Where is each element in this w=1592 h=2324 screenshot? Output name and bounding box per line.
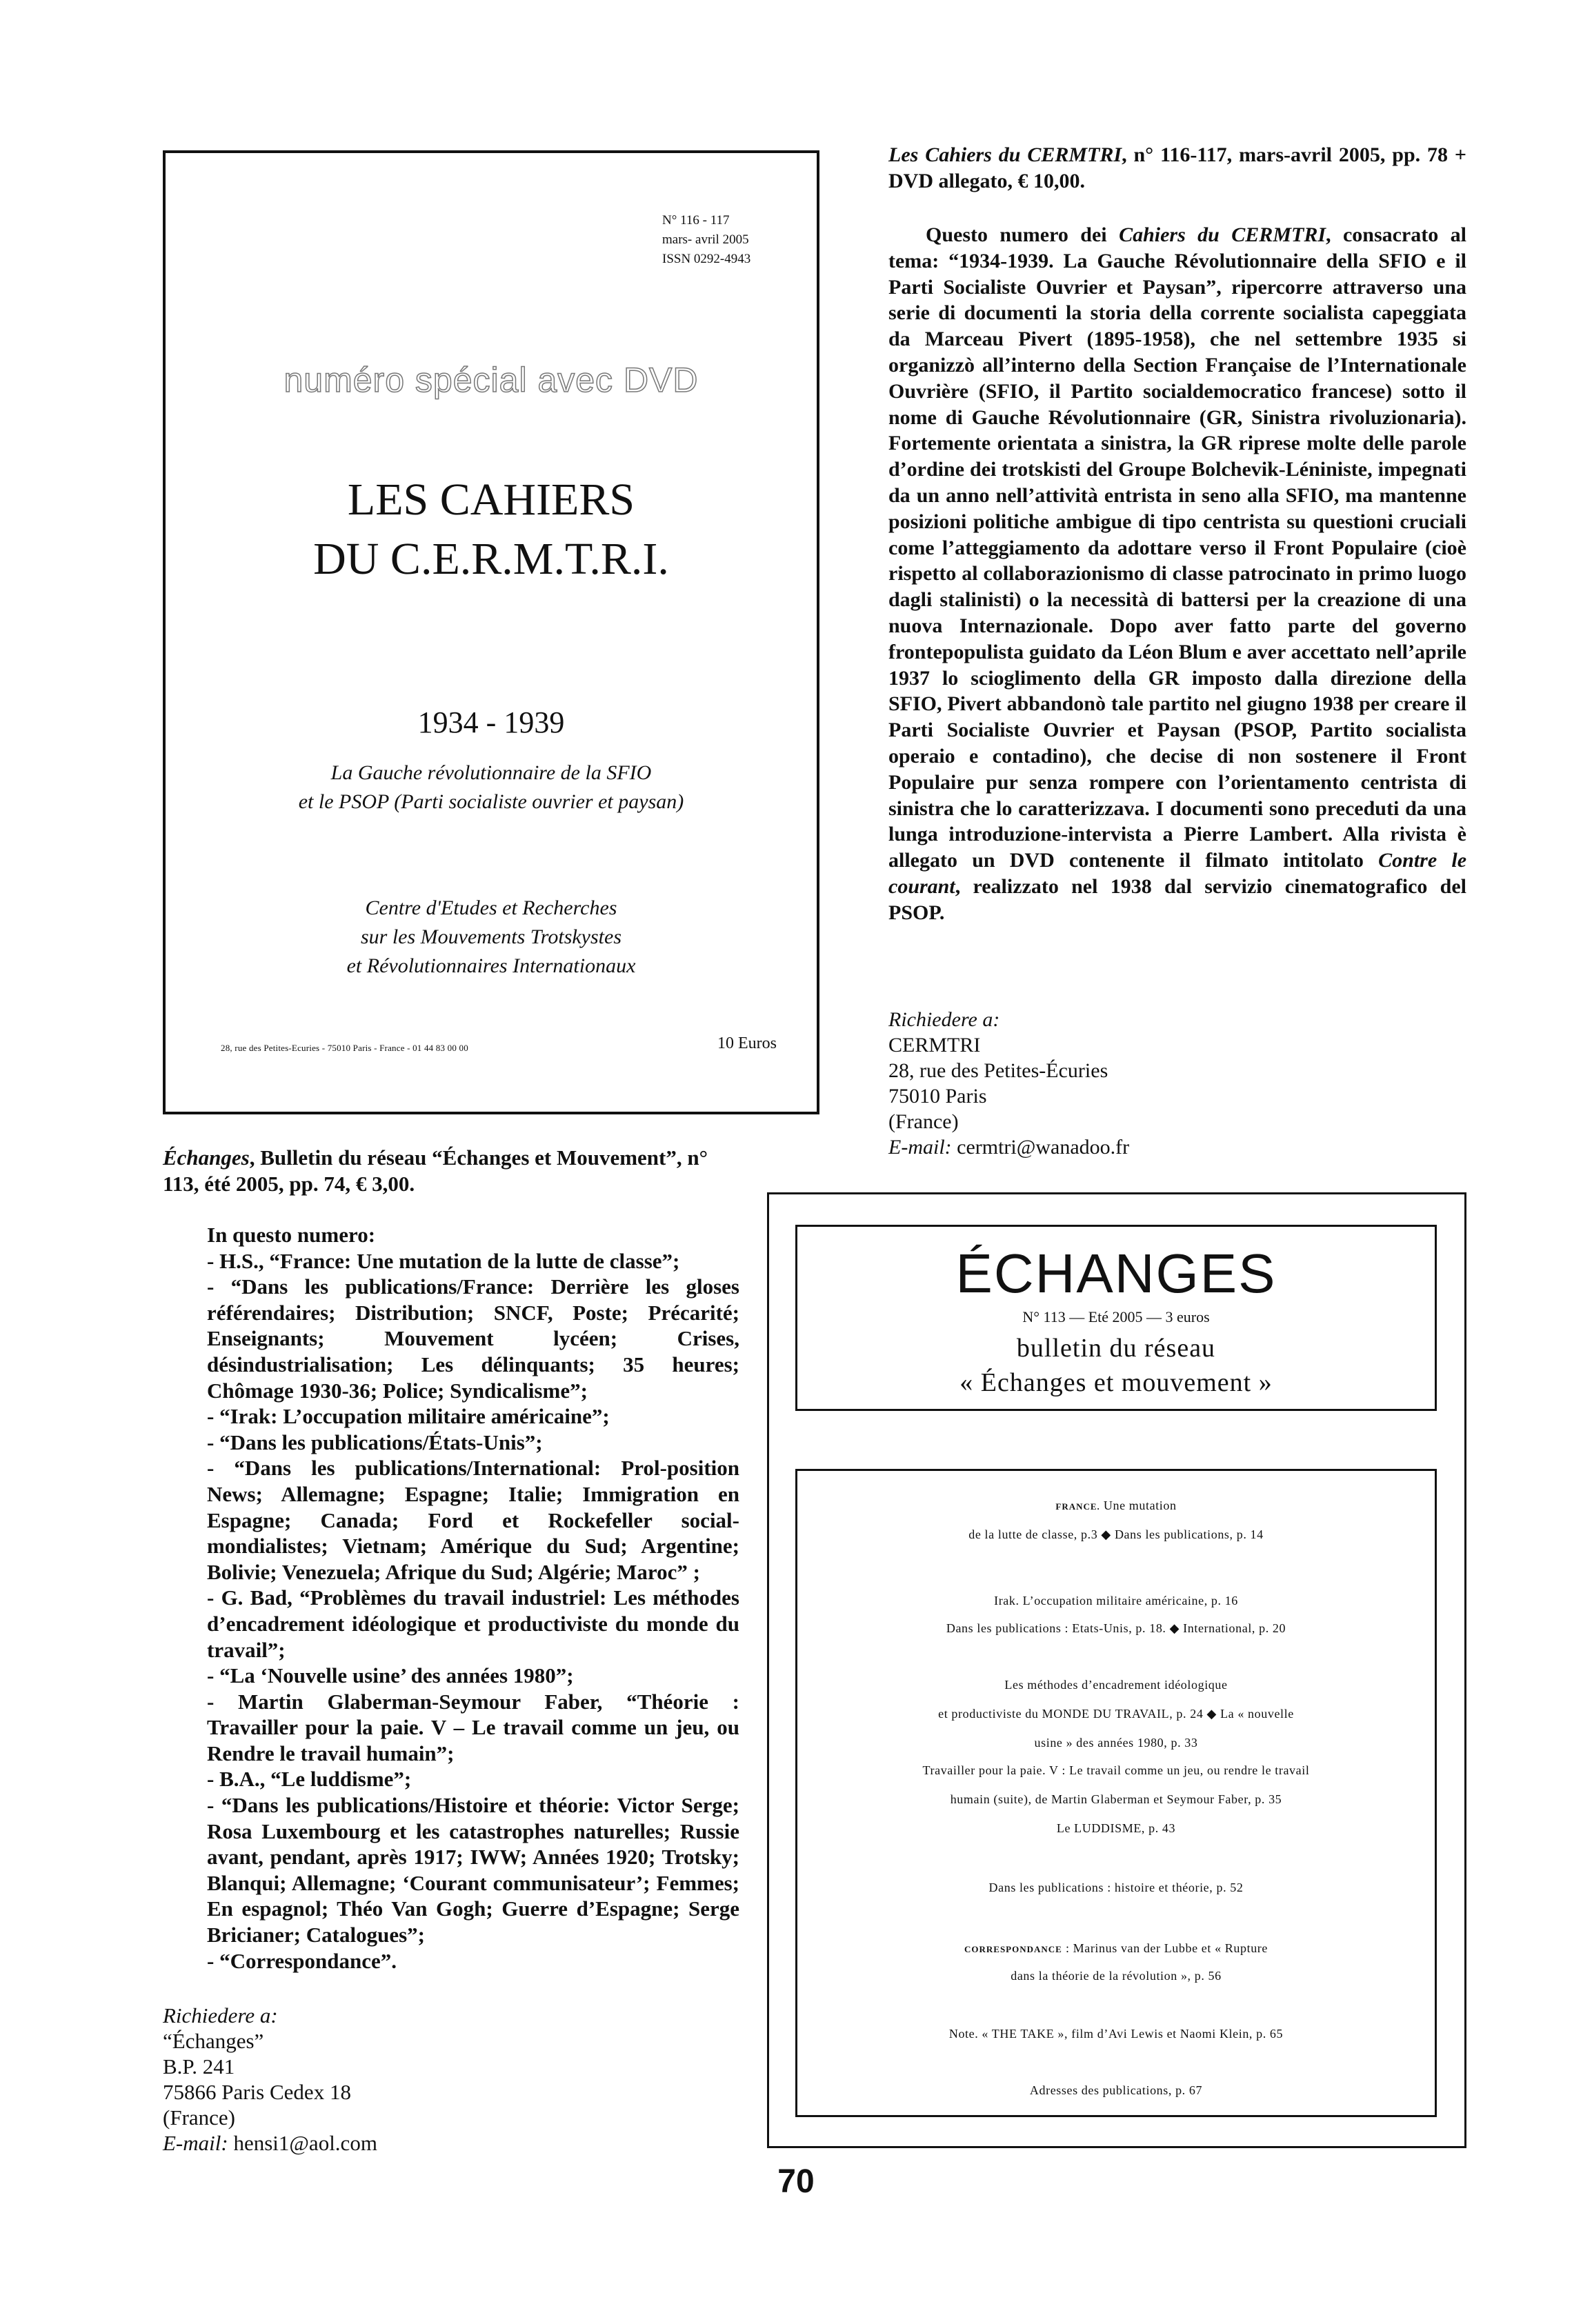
contents-intro: In questo numero: (207, 1223, 376, 1247)
toc-entry-text: usine » des années 1980, p. 33 (1034, 1736, 1198, 1750)
toc-section-label: CORRESPONDANCE (964, 1944, 1062, 1954)
cover-address: 28, rue des Petites-Ecuries - 75010 Paris - France - 01 44 83 00 00 (221, 1043, 468, 1053)
contents-item: - “Dans les publications/États-Unis”; (207, 1430, 543, 1454)
toc-line (797, 1821, 1435, 1836)
contents-item: - B.A., “Le luddisme”; (207, 1767, 412, 1792)
toc-line (797, 2027, 1435, 2041)
cover-title-line2: DU C.E.R.M.T.R.I. (313, 534, 669, 584)
toc-line (797, 1527, 1435, 1542)
toc-entry-text: Dans les publications : histoire et théorie, p. 52 (988, 1881, 1244, 1894)
review-title: Les Cahiers du CERMTRI (888, 143, 1122, 166)
order-city: 75866 Paris Cedex 18 (163, 2080, 351, 2104)
cover-price: 10 Euros (717, 1034, 777, 1052)
toc-entry-text: et productiviste du MONDE DU TRAVAIL, p. 24 ◆ La « nouvelle (938, 1707, 1294, 1721)
body-journal-title: Cahiers du CERMTRI (1119, 223, 1326, 246)
cover-years: 1934 - 1939 (417, 705, 565, 739)
order-label: Richiedere a: (888, 1008, 1000, 1031)
review-details: , n° 116-117, mars-avril 2005, pp. 78 + DVD allegato, € 10,00. (888, 143, 1467, 192)
order-box: B.P. 241 (163, 2054, 235, 2078)
issue-date: mars- avril 2005 (662, 232, 749, 247)
contents-item: - “Dans les publications/International: Prol-position News; Allemagne; Espagne; Italie; Immigration en Espagne; Canada; Ford et Rockefeller social-mondialistes; Vietnam; Amérique du Sud; Argentine; Bolivie; Venezuela; Afrique du Sud; Algérie; Maroc” ; (207, 1456, 739, 1584)
toc-line (797, 1941, 1435, 1956)
publisher-line2: sur les Mouvements Trotskystes (360, 925, 622, 948)
echanges-order-info (163, 2003, 739, 2156)
toc-line (797, 1678, 1435, 1692)
toc-entry-text: Note. « THE TAKE », film d’Avi Lewis et Naomi Klein, p. 65 (948, 2027, 1284, 2041)
order-name: CERMTRI (888, 1034, 981, 1056)
toc-line (797, 1763, 1435, 1778)
subtitle-line2: et le PSOP (Parti socialiste ouvrier et paysan) (298, 790, 684, 813)
toc-line (797, 1707, 1435, 1721)
echanges-table-of-contents (795, 1469, 1437, 2117)
echanges-cover-image (767, 1192, 1466, 2148)
toc-line (797, 1621, 1435, 1636)
email-link[interactable]: cermtri@wanadoo.fr (957, 1136, 1130, 1159)
toc-entry-text: dans la théorie de la révolution », p. 56 (1011, 1969, 1222, 1983)
body-part: Questo numero dei (926, 223, 1120, 246)
toc-line (797, 1969, 1435, 1983)
contents-item: - G. Bad, “Problèmes du travail industriel: Les méthodes d’encadrement idéologique et productiviste du monde du travail”; (207, 1585, 739, 1662)
publisher-line3: et Révolutionnaires Internationaux (346, 954, 636, 977)
body-part: , consacrato al tema: “1934-1939. La Gauche Révolutionnaire della SFIO e il Parti Socialiste Ouvrier et Paysan”, ripercorre attraverso una serie di documenti la storia della corrente socialista capeggiata da Marceau Pivert (1895-1958), che nel settembre 1935 si organizzò all’interno della Section Française de l’Internationale Ouvrière (SFIO, il Partito socialdemocratico francese) sotto il nome di Gauche Révolutionnaire (GR, Sinistra rivoluzionaria). Fortemente orientata a sinistra, la GR riprese molte delle parole d’ordine dei trotskisti del Groupe Bolchevik-Léniniste, impegnati da un anno nell’attività entrista in seno alla SFIO, ma mantenne posizioni politiche ambigue di tipo centrista su questioni cruciali come l’atteggiamento da adottare verso il Front Populaire (cioè rispetto al collaborazionismo di classe patrocinato in primo luogo dagli stalinisti) o la necessità di battersi per la creazione di una nuova Internazionale. Dopo aver fatto parte del governo frontepopulista guidato da Léon Blum e aver accettato nell’aprile 1937 lo scioglimento della GR imposto dalla direzione della SFIO, Pivert abbandonò tale partito nel giugno 1938 per creare il Parti Socialiste Ouvrier et Paysan (PSOP, Partito socialista operaio e contadino), che decise di non sostenere il Front Populaire pur senza rompere con l’orientamento centrista di sinistra che lo caratterizzava. I documenti sono preceduti da una lunga introduzione-intervista a Pierre Lambert. Alla rivista è allegato un DVD contenente il filmato intitolato (888, 223, 1466, 872)
toc-entry-text: humain (suite), de Martin Glaberman et Seymour Faber, p. 35 (950, 1792, 1282, 1806)
body-part: , realizzato nel 1938 dal servizio cinematografico del PSOP. (888, 874, 1466, 924)
toc-entry-text: Dans les publications : Etats-Unis, p. 18. ◆ International, p. 20 (946, 1621, 1286, 1635)
contents-item: - Martin Glaberman-Seymour Faber, “Théorie : Travailler pour la paie. V – Le travail comme un jeu, ou Rendre le travail humain”; (207, 1689, 739, 1765)
order-street: 28, rue des Petites-Écuries (888, 1059, 1108, 1082)
email-label: E-mail: (888, 1136, 952, 1159)
echanges-review-heading (163, 1145, 739, 1196)
masthead-issue: N° 113 — Eté 2005 — 3 euros (1022, 1308, 1210, 1325)
page-number: 70 (777, 2163, 815, 2200)
contents-item: - “Dans les publications/Histoire et théorie: Victor Serge; Rosa Luxembourg et les catastrophes naturelles; Russie avant, pendant, après 1917; IWW; Années 1920; Trotsky; Blanqui; Allemagne; ‘Courant communisateur’; Femmes; En espagnol; Théo Van Gogh; Guerre d’Espagne; Serge Bricianer; Catalogues”; (207, 1793, 739, 1947)
order-name: “Échanges” (163, 2029, 264, 2053)
contents-item: - “Dans les publications/France: Derrière les gloses référendaires; Distribution; SNCF, Poste; Précarité; Enseignants; Mouvement lycéen; Crises, désindustrialisation; Les délinquants; 35 heures; Chômage 1930-36; Police; Syndicalisme”; (207, 1274, 739, 1403)
subtitle-line1: La Gauche révolutionnaire de la SFIO (330, 761, 652, 784)
cover-publisher (166, 894, 817, 981)
review-title: Échanges (163, 1145, 250, 1170)
cermtri-cover-image (163, 150, 819, 1114)
issue-number: N° 116 - 117 (662, 213, 730, 228)
cermtri-review-body (888, 222, 1466, 926)
toc-entry-text: Adresses des publications, p. 67 (1029, 2083, 1203, 2097)
toc-entry-text: Travailler pour la paie. V : Le travail comme un jeu, ou rendre le travail (922, 1763, 1310, 1777)
order-city: 75010 Paris (888, 1085, 987, 1108)
toc-line (797, 1499, 1435, 1513)
contents-item: - “Correspondance”. (207, 1948, 397, 1973)
email-link[interactable]: hensi1@aol.com (233, 2131, 377, 2155)
order-country: (France) (888, 1110, 959, 1133)
contents-item: - “Irak: L’occupation militaire américaine”; (207, 1404, 610, 1429)
toc-entry-text: Le LUDDISME, p. 43 (1056, 1821, 1176, 1835)
toc-entry-text: Les méthodes d’encadrement idéologique (1004, 1678, 1228, 1692)
email-label: E-mail: (163, 2131, 228, 2155)
cover-title (166, 470, 817, 589)
order-country: (France) (163, 2105, 235, 2130)
review-details: , Bulletin du réseau “Échanges et Mouvement”, n° 113, été 2005, pp. 74, € 3,00. (163, 1145, 708, 1196)
masthead-title: ÉCHANGES (955, 1243, 1277, 1304)
cermtri-order-info (888, 1007, 1466, 1160)
contents-items (163, 1248, 739, 1974)
toc-section-label: FRANCE. (1055, 1501, 1100, 1512)
cover-subtitle (166, 759, 817, 817)
contents-item: - H.S., “France: Une mutation de la lutte de classe”; (207, 1248, 680, 1273)
toc-line (797, 1881, 1435, 1895)
cermtri-review-heading (888, 142, 1466, 194)
special-dvd-banner: numéro spécial avec DVD (283, 361, 699, 399)
cover-title-line1: LES CAHIERS (347, 474, 635, 525)
toc-entry-text: de la lutte de classe, p.3 ◆ Dans les publications, p. 14 (968, 1527, 1264, 1541)
contents-item: - “La ‘Nouvelle usine’ des années 1980”; (207, 1663, 574, 1688)
order-label: Richiedere a: (163, 2003, 278, 2027)
toc-line (797, 1792, 1435, 1807)
publisher-line1: Centre d'Etudes et Recherches (365, 896, 617, 919)
masthead-subtitle-line2: « Échanges et mouvement » (959, 1368, 1273, 1397)
toc-entry-text: Une mutation (1100, 1499, 1177, 1512)
toc-line (797, 1736, 1435, 1750)
masthead-subtitle-line1: bulletin du réseau (1016, 1334, 1216, 1363)
body-film-title: Contre le courant (888, 849, 1467, 898)
toc-line (797, 1594, 1435, 1608)
echanges-contents-list (163, 1222, 739, 1974)
issn: ISSN 0292-4943 (662, 252, 751, 266)
toc-entry-text: : Marinus van der Lubbe et « Rupture (1062, 1941, 1268, 1955)
cover-issue-info (662, 211, 800, 269)
toc-line (797, 2083, 1435, 2098)
echanges-masthead (795, 1225, 1437, 1411)
toc-entry-text: Irak. L’occupation militaire américaine, p. 16 (994, 1594, 1238, 1607)
